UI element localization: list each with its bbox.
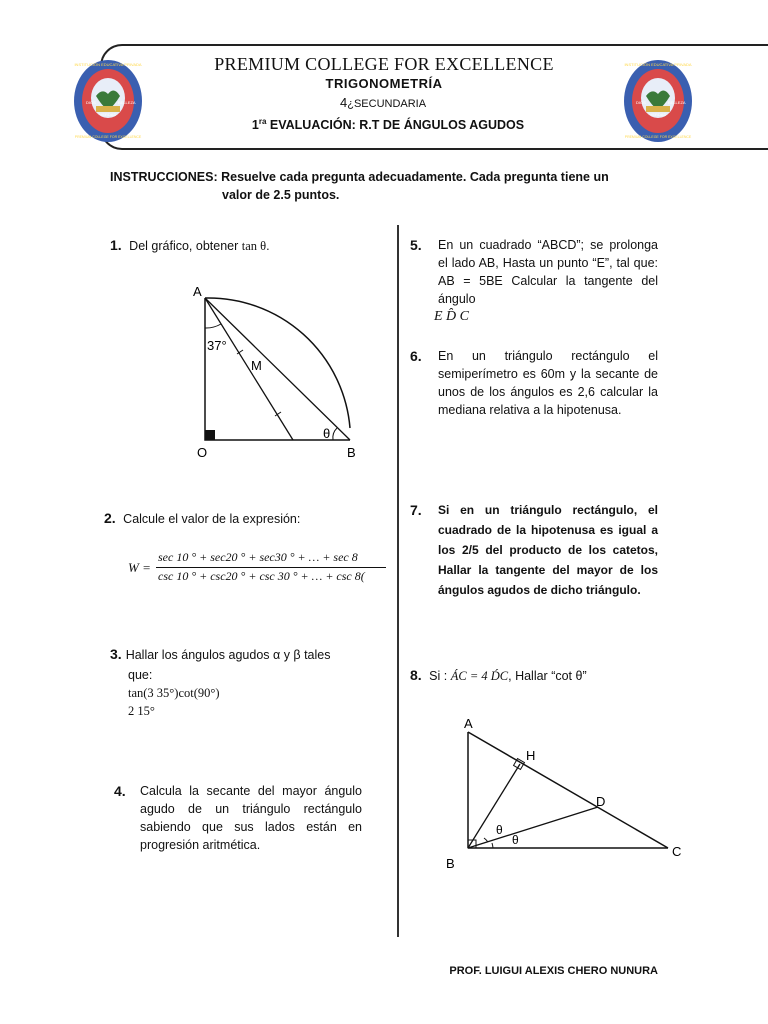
question-5 <box>410 236 658 326</box>
question-text-2: que: <box>128 668 153 682</box>
author-footer: PROF. LUIGUI ALEXIS CHERO NUNURA <box>449 965 658 977</box>
label-theta-1: θ <box>496 823 503 837</box>
question-number: 7. <box>410 502 422 518</box>
question-4 <box>114 782 362 854</box>
question-6 <box>410 347 658 419</box>
exam-prefix: 1 <box>251 118 259 133</box>
label-C: C <box>672 844 682 859</box>
question-text: En un triángulo rectángulo el semiperímetro es 60m y la secante de unos de los ángulos es 2,6 calcular la mediana relativa a la hipotenusa. <box>438 349 658 417</box>
exam-sup: ra <box>258 117 267 126</box>
question-math: E D̂ C <box>434 309 469 324</box>
question-text: En un cuadrado “ABCD”; se prolonga el lado AB, Hasta un punto “E”, tal que: AB = 5BE Calcular la tangente del ángulo <box>438 238 658 306</box>
question-number: 4. <box>114 783 126 799</box>
label-D: D <box>596 794 606 809</box>
question-text: Calcule el valor de la expresión: <box>123 512 301 526</box>
logo-center-text: VERDAD <box>99 112 117 117</box>
label-theta-2: θ <box>512 833 519 847</box>
label-37: 37° <box>207 338 227 353</box>
question-number: 6. <box>410 348 422 364</box>
expr-lhs: W = <box>128 560 151 575</box>
instructions-line2: valor de 2.5 puntos. <box>222 188 340 202</box>
question-math: tan θ <box>241 239 267 253</box>
question-text: Si en un triángulo rectángulo, el cuadrado de la hipotenusa es igual a los 2/5 del producto de los catetos, Hallar la tangente del mayor de los ángulos agudos de dicho triángulo. <box>438 503 658 597</box>
logo-left-text: DIOS <box>636 100 646 105</box>
question-number: 1. <box>110 237 122 253</box>
figure-q8 <box>440 712 690 877</box>
question-7 <box>410 500 658 600</box>
question-3 <box>110 645 370 720</box>
question-2 <box>104 509 300 528</box>
label-B: B <box>446 856 455 871</box>
instructions <box>110 168 650 204</box>
college-title: PREMIUM COLLEGE FOR EXCELLENCE <box>214 54 554 74</box>
logo-right-text: BELLEZA <box>118 100 136 105</box>
grade-text: ¿SECUNDARIA <box>347 98 427 110</box>
logo-top-text: INSTITUCIÓN EDUCATIVA PRIVADA <box>624 62 692 67</box>
exam-rest: EVALUACIÓN: R.T DE ÁNGULOS AGUDOS <box>266 118 525 133</box>
label-M: M <box>251 358 262 373</box>
question-text: Del gráfico, obtener <box>129 239 242 253</box>
fraction-bar <box>156 567 386 568</box>
question-text: Calcula la secante del mayor ángulo agudo de un triángulo rectángulo sabiendo que sus lados están en progresión aritmética. <box>140 784 362 852</box>
logo-bottom-text: PREMIUM COLLEGE FOR EXCELLENCE <box>74 135 142 139</box>
exam-title <box>0 117 768 132</box>
question-suffix: , Hallar “cot θ” <box>508 669 587 683</box>
logo-top-text: INSTITUCIÓN EDUCATIVA PRIVADA <box>74 62 142 67</box>
question-prefix: Si : <box>429 669 451 683</box>
expr-numerator: sec 10 ° + sec20 ° + sec30 ° + … + sec 8 <box>158 550 358 564</box>
logo-bottom-text: PREMIUM COLLEGE FOR EXCELLENCE <box>624 135 692 139</box>
logo-right-text: BELLEZA <box>668 100 686 105</box>
question-number: 8. <box>410 667 422 683</box>
grade-label <box>340 95 426 110</box>
question-1 <box>110 236 270 255</box>
question-text: Hallar los ángulos agudos α y β tales <box>125 648 331 662</box>
label-A: A <box>464 716 473 731</box>
question-number: 3. <box>110 646 122 662</box>
expr-denominator: csc 10 ° + csc20 ° + csc 30 ° + … + csc 8( <box>158 569 365 583</box>
question-8 <box>410 666 587 685</box>
figure-q1 <box>185 280 370 465</box>
logo-left-text: DIOS <box>86 100 96 105</box>
question-number: 5. <box>410 237 422 253</box>
question-math: ÁC = 4 D́C <box>450 669 509 683</box>
subject-title: TRIGONOMETRÍA <box>325 76 443 91</box>
instructions-line1: INSTRUCCIONES: Resuelve cada pregunta adecuadamente. Cada pregunta tiene un <box>110 170 609 184</box>
equation-2: 2 15° <box>128 704 155 718</box>
logo-center-text: VERDAD <box>649 112 667 117</box>
label-B: B <box>347 445 356 460</box>
column-divider <box>397 225 399 937</box>
question-end: . <box>266 239 270 253</box>
question-number: 2. <box>104 510 116 526</box>
grade-number: 4 <box>340 95 348 110</box>
label-theta: θ <box>323 426 331 441</box>
label-A: A <box>193 284 202 299</box>
label-O: O <box>197 445 208 460</box>
equation-1: tan(3 35°)cot(90°) <box>128 686 220 700</box>
label-H: H <box>526 748 536 763</box>
